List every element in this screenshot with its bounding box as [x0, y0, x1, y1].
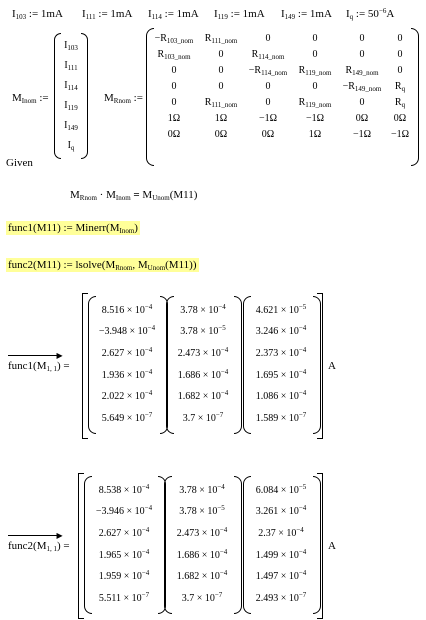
rnom-cell: 0 — [218, 64, 224, 76]
def-i119[interactable]: $I_{119}$ := 1mA — [214, 8, 265, 21]
inom-item: $I_q$ — [67, 140, 75, 152]
rnom-cell: $-R_{114\_nom}$ — [248, 64, 288, 77]
result-value: $2.37 \times 10^{-4}$ — [258, 526, 304, 540]
rnom-cell: −1Ω — [352, 128, 372, 140]
result-value: $3.246 \times 10^{-4}$ — [255, 324, 307, 338]
result-value: $2.627 \times 10^{-4}$ — [101, 346, 153, 360]
rnom-cell: −1Ω — [390, 128, 410, 140]
result-value: $8.516 \times 10^{-4}$ — [101, 302, 153, 316]
rnom-cell: $R_{114\_nom}$ — [251, 48, 285, 61]
given-label: Given — [6, 157, 33, 169]
result-value: $3.7 \times 10^{-7}$ — [182, 411, 224, 425]
rnom-cell: 0 — [265, 32, 271, 44]
result-value: $2.473 \times 10^{-4}$ — [177, 346, 229, 360]
vectorize-arrow — [8, 535, 61, 536]
result-value: $5.511 \times 10^{-7}$ — [98, 591, 150, 605]
result-value: $3.78 \times 10^{-5}$ — [180, 324, 226, 338]
rnom-cell: $-R_{103\_nom}$ — [154, 32, 194, 45]
result-value: $3.261 \times 10^{-4}$ — [255, 504, 307, 518]
rnom-cell: 0 — [171, 64, 177, 76]
rnom-cell: 0 — [359, 32, 365, 44]
vectorize-arrowhead: ▶ — [56, 351, 63, 360]
rnom-matrix[interactable] — [150, 30, 414, 142]
rnom-cell: $R_{119\_nom}$ — [298, 64, 332, 77]
def-i149[interactable]: $I_{149}$ := 1mA — [281, 8, 332, 21]
result-value: $4.621 \times 10^{-5}$ — [255, 302, 307, 316]
rnom-cell: 0Ω — [393, 112, 407, 124]
result-column — [246, 480, 316, 610]
inom-item: $I_{114}$ — [64, 80, 78, 92]
result-value: $1.682 \times 10^{-4}$ — [176, 569, 228, 583]
rnom-row — [150, 110, 414, 126]
func1-definition[interactable]: func1(M11) := $Minerr(M_{Inom})$ — [8, 222, 138, 235]
result-value: $1.086 \times 10^{-4}$ — [255, 389, 307, 403]
rnom-row — [150, 78, 414, 94]
rnom-cell: 0Ω — [167, 128, 181, 140]
rnom-cell: $R_q$ — [394, 80, 406, 93]
rnom-cell: 1Ω — [167, 112, 181, 124]
inom-label: $M_{Inom}$ := — [12, 92, 49, 105]
result-value: $1.695 \times 10^{-4}$ — [255, 367, 307, 381]
result-column — [167, 480, 237, 610]
def-i111[interactable]: $I_{111}$ := 1mA — [82, 8, 133, 21]
rnom-cell: −1Ω — [305, 112, 325, 124]
result-value: $5.649 \times 10^{-7}$ — [101, 411, 153, 425]
func1-result-label[interactable]: ▶ $func1(M_{1, 1})$ = — [8, 351, 70, 373]
rnom-row — [150, 46, 414, 62]
rnom-row — [150, 30, 414, 46]
result-column — [246, 300, 316, 430]
result-value: $1.959 \times 10^{-4}$ — [98, 569, 150, 583]
result-column — [91, 300, 163, 430]
result-value: $-3.948 \times 10^{-4}$ — [98, 324, 156, 338]
rnom-cell: 0 — [312, 48, 318, 60]
result-value: $1.686 \times 10^{-4}$ — [176, 547, 228, 561]
result-value: $1.682 \times 10^{-4}$ — [177, 389, 229, 403]
rnom-cell: $-R_{149\_nom}$ — [342, 80, 382, 93]
rnom-cell: $R_{149\_nom}$ — [345, 64, 379, 77]
result2-unit: A — [328, 540, 336, 552]
result-value: $1.936 \times 10^{-4}$ — [101, 367, 153, 381]
inom-vector[interactable] — [56, 36, 86, 156]
rnom-cell: 0 — [312, 32, 318, 44]
inom-item: $I_{119}$ — [64, 100, 78, 112]
constraint-equation[interactable]: $M_{Rnom} \cdot M_{Inom} = M_{Unom}(M11)$ — [70, 189, 198, 202]
result-value: $3.7 \times 10^{-7}$ — [181, 591, 223, 605]
rnom-cell: 0Ω — [214, 128, 228, 140]
result-value: $2.373 \times 10^{-4}$ — [255, 346, 307, 360]
result-value: $2.627 \times 10^{-4}$ — [98, 526, 150, 540]
rnom-label: $M_{Rnom}$ := — [104, 92, 143, 105]
result-column — [87, 480, 161, 610]
rnom-cell: 0 — [218, 80, 224, 92]
rnom-cell: $R_{119\_nom}$ — [298, 96, 332, 109]
rnom-cell: 0 — [312, 80, 318, 92]
rnom-cell: 0 — [397, 32, 403, 44]
inom-item: $I_{111}$ — [64, 60, 78, 72]
rnom-row — [150, 94, 414, 110]
result-value: $6.084 \times 10^{-5}$ — [255, 482, 307, 496]
rnom-cell: 0 — [171, 80, 177, 92]
rnom-cell: 0 — [397, 48, 403, 60]
func2-result-label[interactable]: ▶ $func2(M_{1, 1})$ = — [8, 531, 70, 553]
def-i103[interactable]: $I_{103}$ := 1mA — [12, 8, 63, 21]
result-value: $2.022 \times 10^{-4}$ — [101, 389, 153, 403]
result1-unit: A — [328, 360, 336, 372]
rnom-cell: 0Ω — [261, 128, 275, 140]
result-value: $1.965 \times 10^{-4}$ — [98, 547, 150, 561]
result-value: $1.499 \times 10^{-4}$ — [255, 547, 307, 561]
rnom-cell: $R_{111\_nom}$ — [204, 96, 238, 109]
rnom-cell: $R_{111\_nom}$ — [204, 32, 238, 45]
result-column — [169, 300, 237, 430]
rnom-cell: $R_q$ — [394, 96, 406, 109]
inom-item: $I_{103}$ — [64, 40, 78, 52]
rnom-cell: 1Ω — [214, 112, 228, 124]
def-i114[interactable]: $I_{114}$ := 1mA — [148, 8, 199, 21]
result-value: $1.497 \times 10^{-4}$ — [255, 569, 307, 583]
result-value: $3.78 \times 10^{-4}$ — [180, 302, 226, 316]
rnom-cell: 0 — [265, 96, 271, 108]
rnom-cell: 0 — [171, 96, 177, 108]
result-value: $2.473 \times 10^{-4}$ — [176, 526, 228, 540]
def-iq[interactable]: $I_q$ := $50^{-6}A$ — [346, 7, 395, 21]
rnom-cell: −1Ω — [258, 112, 278, 124]
result-value: $-3.946 \times 10^{-4}$ — [95, 504, 153, 518]
result-value: $8.538 \times 10^{-4}$ — [98, 482, 150, 496]
result-value: $1.589 \times 10^{-7}$ — [255, 411, 307, 425]
result-value: $3.78 \times 10^{-5}$ — [179, 504, 225, 518]
rnom-cell: 0Ω — [355, 112, 369, 124]
rnom-cell: 0 — [359, 48, 365, 60]
rnom-row — [150, 126, 414, 142]
rnom-cell: 0 — [397, 64, 403, 76]
rnom-cell: 0 — [265, 80, 271, 92]
rnom-cell: 0 — [359, 96, 365, 108]
result-value: $2.493 \times 10^{-7}$ — [255, 591, 307, 605]
func2-definition[interactable]: func2(M11) := $lsolve(M_{Rnom}$, $M_{Unom}(M11)$) — [8, 259, 197, 272]
inom-item: $I_{149}$ — [64, 120, 78, 132]
result-value: $3.78 \times 10^{-4}$ — [179, 482, 225, 496]
rnom-cell: 0 — [218, 48, 224, 60]
result-value: $1.686 \times 10^{-4}$ — [177, 367, 229, 381]
rnom-cell: 1Ω — [308, 128, 322, 140]
vectorize-arrowhead: ▶ — [56, 531, 63, 540]
rnom-row — [150, 62, 414, 78]
rnom-cell: $R_{103\_nom}$ — [157, 48, 191, 61]
vectorize-arrow — [8, 355, 61, 356]
